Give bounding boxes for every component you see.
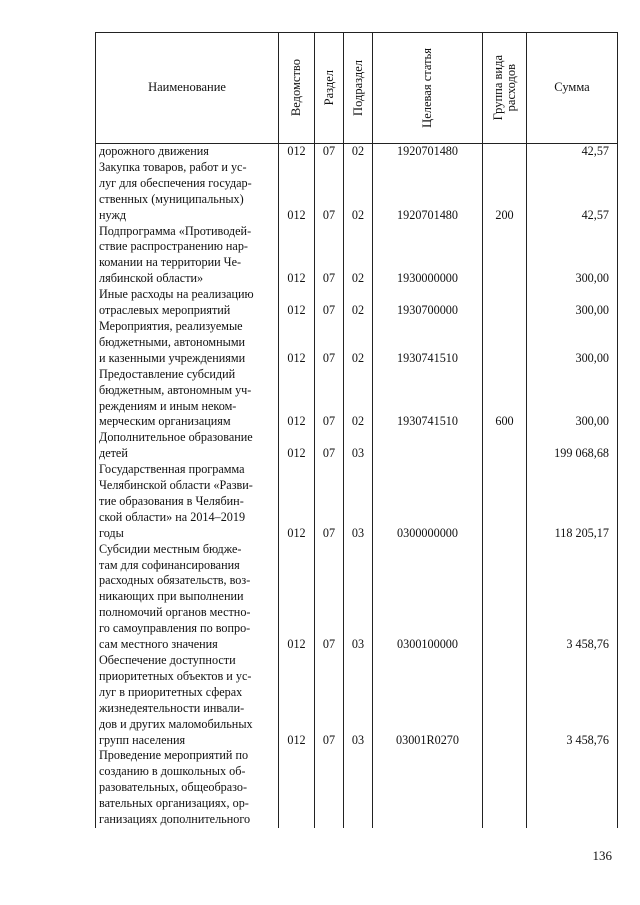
cell-podrazdel [344,748,373,828]
row-name [96,748,279,828]
row-name-line: сам местного значения [99,637,218,652]
row-name-line: дов и других маломобильных [99,716,253,731]
table-body [96,144,618,828]
row-name [96,542,279,653]
cell-gruppa [483,430,527,462]
cell-podrazdel: 02 [344,287,373,319]
cell-tselevaya-statya: 0300100000 [373,542,483,653]
row-name-line: мерческим организациям [99,414,231,429]
row-name-line: полномочий органов местно- [99,605,251,620]
cell-razdel: 07 [315,224,344,288]
row-name-line: тие образования в Челябин- [99,493,244,508]
row-name-line: групп населения [99,732,186,747]
cell-razdel: 07 [315,319,344,367]
cell-razdel: 07 [315,542,344,653]
cell-tselevaya-statya [373,430,483,462]
table-row [96,144,618,160]
row-name-line: нужд [99,207,127,222]
row-name [96,462,279,542]
cell-podrazdel: 03 [344,542,373,653]
cell-summa: 199 068,68 [527,430,618,462]
row-name-line: разовательных, общеобразо- [99,780,248,795]
cell-gruppa: 600 [483,367,527,431]
cell-razdel: 07 [315,287,344,319]
row-name-line: Закупка товаров, работ и ус- [99,159,247,174]
cell-razdel: 07 [315,462,344,542]
row-name-line: ствие распространению нар- [99,239,248,254]
cell-vedomstvo: 012 [279,287,315,319]
header-podrazdel: Подраздел [344,33,373,144]
cell-tselevaya-statya: 0300000000 [373,462,483,542]
cell-gruppa [483,542,527,653]
row-name [96,160,279,224]
row-name-line: ской области» на 2014–2019 [99,509,246,524]
row-name-line: ганизациях дополнительного [99,812,251,827]
cell-summa: 300,00 [527,224,618,288]
cell-podrazdel: 02 [344,224,373,288]
cell-vedomstvo: 012 [279,367,315,431]
cell-tselevaya-statya [373,748,483,828]
header-razdel: Раздел [315,33,344,144]
row-name-line: расходных обязательств, воз- [99,573,251,588]
cell-gruppa [483,144,527,160]
cell-summa: 3 458,76 [527,542,618,653]
cell-gruppa [483,462,527,542]
table-header [96,33,618,144]
row-name-line: детей [99,446,128,461]
row-name-line: луг в приоритетных сферах [99,684,243,699]
header-tselevaya-statya: Целевая статья [373,33,483,144]
cell-gruppa: 200 [483,160,527,224]
table-row [96,430,618,462]
cell-razdel: 07 [315,430,344,462]
cell-summa: 300,00 [527,319,618,367]
cell-tselevaya-statya: 1920701480 [373,144,483,160]
row-name-line: Иные расходы на реализацию [99,287,254,302]
cell-summa [527,748,618,828]
table-row [96,160,618,224]
cell-vedomstvo: 012 [279,462,315,542]
cell-razdel: 07 [315,144,344,160]
row-name-line: Челябинской области «Разви- [99,478,253,493]
cell-podrazdel: 02 [344,367,373,431]
row-name-line: Государственная программа [99,462,245,477]
row-name-line: вательных организациях, ор- [99,796,249,811]
cell-gruppa [483,319,527,367]
cell-tselevaya-statya: 1930700000 [373,287,483,319]
row-name [96,144,279,160]
row-name [96,367,279,431]
cell-summa: 118 205,17 [527,462,618,542]
row-name-line: Проведение мероприятий по [99,748,249,763]
row-name [96,224,279,288]
cell-vedomstvo: 012 [279,224,315,288]
cell-summa: 3 458,76 [527,653,618,748]
row-name-line: и казенными учреждениями [99,350,246,365]
cell-summa: 300,00 [527,367,618,431]
table-row [96,287,618,319]
row-name-line: созданию в дошкольных об- [99,764,246,779]
cell-tselevaya-statya: 1930741510 [373,319,483,367]
row-name-line: там для софинансирования [99,557,240,572]
cell-podrazdel: 02 [344,144,373,160]
cell-vedomstvo: 012 [279,430,315,462]
row-name-line: никающих при выполнении [99,589,244,604]
table-row [96,367,618,431]
cell-podrazdel: 03 [344,653,373,748]
row-name-line: Мероприятия, реализуемые [99,318,243,333]
cell-gruppa [483,653,527,748]
row-name-line: дорожного движения [99,144,209,158]
cell-vedomstvo: 012 [279,653,315,748]
cell-podrazdel: 03 [344,430,373,462]
cell-summa: 42,57 [527,144,618,160]
cell-tselevaya-statya: 1930000000 [373,224,483,288]
table-row [96,224,618,288]
row-name-line: Предоставление субсидий [99,366,236,381]
row-name-line: го самоуправления по вопро- [99,621,251,636]
table-row [96,542,618,653]
row-name-line: жизнедеятельности инвали- [99,700,245,715]
cell-tselevaya-statya: 1920701480 [373,160,483,224]
cell-gruppa [483,287,527,319]
row-name-line: Дополнительное образование [99,430,253,445]
cell-gruppa [483,224,527,288]
header-summa: Сумма [527,33,618,144]
header-gruppa-vida-raskhodov: Группа вида расходов [483,33,527,144]
header-vedomstvo: Ведомство [279,33,315,144]
row-name-line: отраслевых мероприятий [99,303,231,318]
budget-table [95,32,618,828]
row-name-line: Подпрограмма «Противодей- [99,223,252,238]
cell-vedomstvo: 012 [279,144,315,160]
row-name-line: лябинской области» [99,271,204,286]
row-name-line: комании на территории Че- [99,255,242,270]
cell-vedomstvo: 012 [279,160,315,224]
cell-razdel: 07 [315,367,344,431]
row-name-line: Субсидии местным бюдже- [99,541,242,556]
page-number: 136 [592,848,612,863]
header-name: Наименование [96,33,279,144]
table-row [96,653,618,748]
cell-tselevaya-statya: 1930741510 [373,367,483,431]
cell-vedomstvo: 012 [279,542,315,653]
cell-summa: 42,57 [527,160,618,224]
cell-vedomstvo [279,748,315,828]
cell-tselevaya-statya: 03001R0270 [373,653,483,748]
row-name [96,319,279,367]
row-name-line: бюджетными, автономными [99,334,246,349]
cell-gruppa [483,748,527,828]
cell-vedomstvo: 012 [279,319,315,367]
row-name-line: Обеспечение доступности [99,653,236,667]
row-name-line: реждениям и иным неком- [99,398,237,413]
row-name-line: бюджетным, автономным уч- [99,382,252,397]
cell-podrazdel: 02 [344,160,373,224]
cell-podrazdel: 03 [344,462,373,542]
cell-podrazdel: 02 [344,319,373,367]
table-row [96,462,618,542]
table-row [96,319,618,367]
row-name-line: годы [99,525,124,540]
row-name-line: луг для обеспечения государ- [99,175,252,190]
cell-razdel [315,748,344,828]
cell-razdel: 07 [315,160,344,224]
cell-razdel: 07 [315,653,344,748]
table-row [96,748,618,828]
row-name [96,287,279,319]
row-name-line: ственных (муниципальных) [99,191,244,206]
row-name [96,430,279,462]
row-name [96,653,279,748]
cell-summa: 300,00 [527,287,618,319]
row-name-line: приоритетных объектов и ус- [99,668,252,683]
